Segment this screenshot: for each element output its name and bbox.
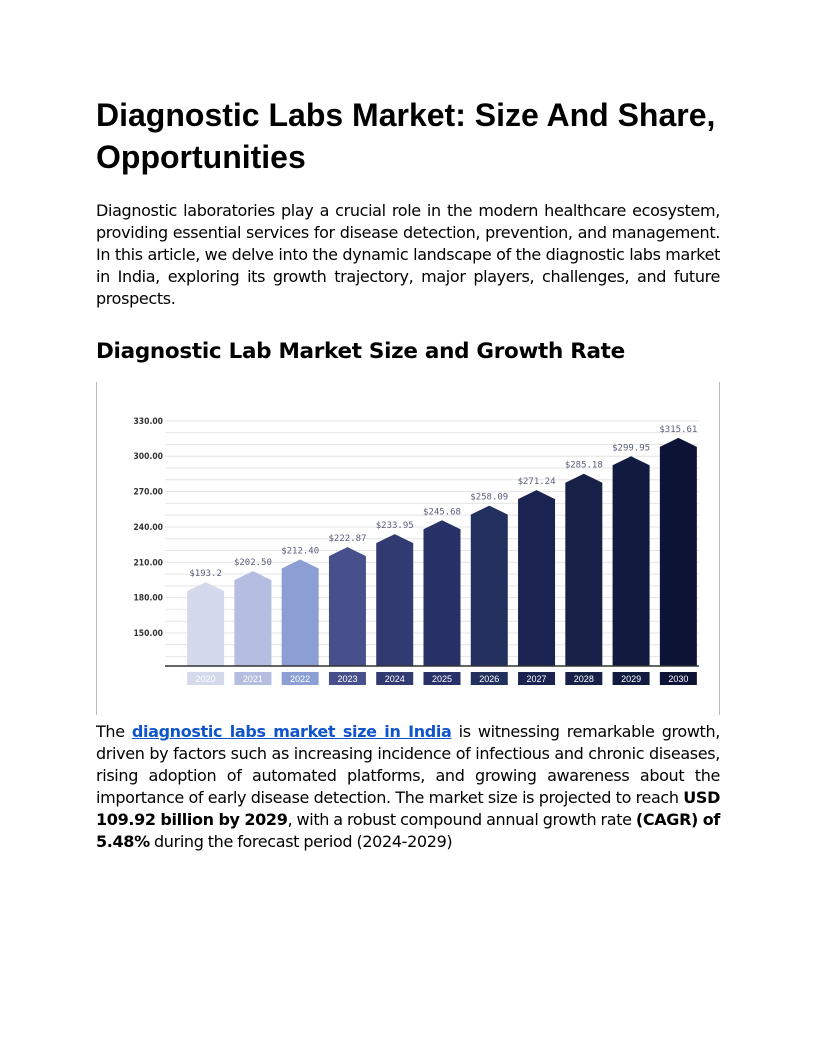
x-tick-label: 2020 xyxy=(195,674,216,684)
bar-2022 xyxy=(282,559,319,666)
x-tick-label: 2022 xyxy=(290,674,311,684)
body-tail-text: during the forecast period (2024-2029) xyxy=(149,832,453,851)
data-label: $315.61 xyxy=(659,424,698,435)
y-tick-label: 180.00 xyxy=(133,593,163,604)
bar-2026 xyxy=(471,506,508,666)
x-tick-label: 2030 xyxy=(668,674,689,684)
bar-chart-svg xyxy=(97,382,721,715)
x-tick-label: 2024 xyxy=(384,674,405,684)
y-tick-label: 150.00 xyxy=(133,629,163,640)
body-lead-text: The xyxy=(96,722,132,741)
bar-2027 xyxy=(518,490,555,666)
x-tick-label: 2029 xyxy=(621,674,642,684)
y-tick-label: 210.00 xyxy=(133,558,163,569)
y-tick-label: 330.00 xyxy=(133,416,163,427)
bar-2023 xyxy=(329,547,366,666)
data-label: $271.24 xyxy=(517,477,556,488)
bar-2021 xyxy=(234,571,271,666)
intro-paragraph: Diagnostic laboratories play a crucial role in the modern healthcare ecosystem, providing essential services for disease detection, prevention, and management. In this article, we delve into the dynamic landscape of the diagnostic labs market in India, exploring its growth trajectory, major players, challenges, and future prospects. xyxy=(96,201,720,308)
data-label: $258.09 xyxy=(470,492,509,503)
body-mid-text: is witnessing remarkable growth, driven by factors such as increasing incidence of infectious and chronic diseases, rising adoption of automated platforms, and growing awareness about the importance of early disease detection. The market size is projected to reach xyxy=(96,722,721,807)
data-label: $233.95 xyxy=(375,521,414,532)
x-tick-label: 2026 xyxy=(479,674,500,684)
section-heading: Diagnostic Lab Market Size and Growth Rate xyxy=(96,339,625,364)
market-projection-value: USD 109.92 billion by 2029 xyxy=(96,788,720,829)
bar-2028 xyxy=(565,474,602,666)
bar-2030 xyxy=(660,438,697,666)
x-tick-label: 2025 xyxy=(431,674,453,684)
y-tick-label: 270.00 xyxy=(133,487,163,498)
x-tick-label: 2023 xyxy=(337,674,358,684)
market-size-chart xyxy=(96,382,720,715)
data-label: $299.95 xyxy=(612,443,651,454)
bar-2024 xyxy=(376,534,413,666)
x-tick-label: 2027 xyxy=(526,674,547,684)
bar-2029 xyxy=(613,456,650,666)
data-label: $285.18 xyxy=(564,460,603,471)
document-page xyxy=(96,94,720,853)
y-tick-label: 300.00 xyxy=(133,452,163,463)
data-label: $212.40 xyxy=(281,546,320,557)
body-mid2-text: , with a robust compound annual growth rate xyxy=(287,810,636,829)
data-label: $193.2 xyxy=(189,569,222,580)
y-tick-label: 240.00 xyxy=(133,522,163,533)
cagr-value: (CAGR) of 5.48% xyxy=(96,810,721,851)
data-label: $245.68 xyxy=(423,507,461,518)
bar-2020 xyxy=(187,582,224,666)
data-label: $202.50 xyxy=(233,558,272,569)
x-tick-label: 2021 xyxy=(242,674,263,684)
market-size-link[interactable]: diagnostic labs market size in India xyxy=(131,722,452,741)
market-size-paragraph xyxy=(96,721,720,853)
page-title: Diagnostic Labs Market: Size And Share, Opportunities xyxy=(96,97,716,175)
data-label: $222.87 xyxy=(328,534,367,545)
x-tick-label: 2028 xyxy=(573,674,594,684)
bar-2025 xyxy=(424,520,461,666)
